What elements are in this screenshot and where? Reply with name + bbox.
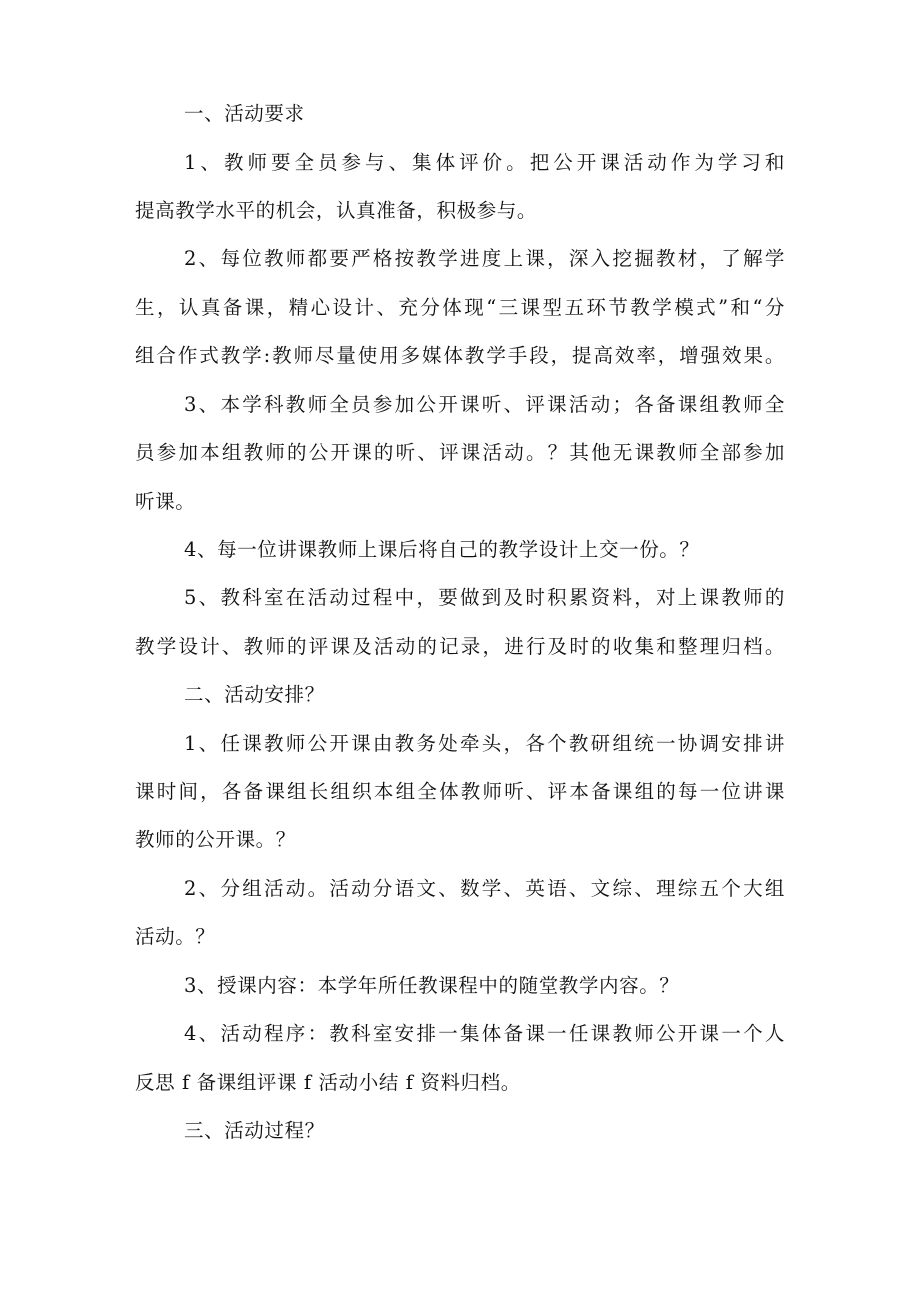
paragraph-line: 4、活动程序：教科室安排一集体备课一任课教师公开课一个人 [184,1022,785,1045]
paragraph-line: 听课。 [135,490,196,513]
paragraph-line: 员参加本组教师的公开课的听、评课活动。？其他无课教师全部参加 [135,441,785,464]
paragraph-line: 生，认真备课，精心设计、充分体现“三课型五环节教学模式”和“分 [135,296,785,319]
paragraph-line: 3、本学科教师全员参加公开课听、评课活动；各备课组教师全 [184,393,785,416]
paragraph-line: 2、每位教师都要严格按教学进度上课，深入挖掘教材，了解学 [184,247,785,270]
section-heading-process: 三、活动过程？ [184,1119,325,1142]
paragraph-line: 1、教师要全员参与、集体评价。把公开课活动作为学习和 [184,151,785,174]
paragraph-line: 4、每一位讲课教师上课后将自己的教学设计上交一份。？ [184,538,700,561]
paragraph-line: 5、教科室在活动过程中，要做到及时积累资料，对上课教师的 [184,586,785,609]
paragraph-line: 课时间，各备课组长组织本组全体教师听、评本备课组的每一位讲课 [135,780,785,803]
paragraph-line: 组合作式教学:教师尽量使用多媒体教学手段，提高效率，增强效果。 [135,344,785,367]
section-heading-arrangement: 二、活动安排？ [184,683,325,706]
paragraph-line: 提高教学水平的机会，认真准备，积极参与。 [135,199,538,222]
paragraph-line: 教师的公开课。？ [135,828,296,851]
paragraph-line: 2、分组活动。活动分语文、数学、英语、文综、理综五个大组 [184,877,785,900]
paragraph-line: 教学设计、教师的评课及活动的记录，进行及时的收集和整理归档。 [135,635,785,658]
paragraph-line: 反思 f 备课组评课 f 活动小结 f 资料归档。 [135,1071,521,1094]
paragraph-line: 3、授课内容：本学年所任教课程中的随堂教学内容。？ [184,974,680,997]
section-heading-requirements: 一、活动要求 [184,102,305,125]
paragraph-line: 1、任课教师公开课由教务处牵头，各个教研组统一协调安排讲 [184,732,785,755]
paragraph-line: 活动。？ [135,925,216,948]
